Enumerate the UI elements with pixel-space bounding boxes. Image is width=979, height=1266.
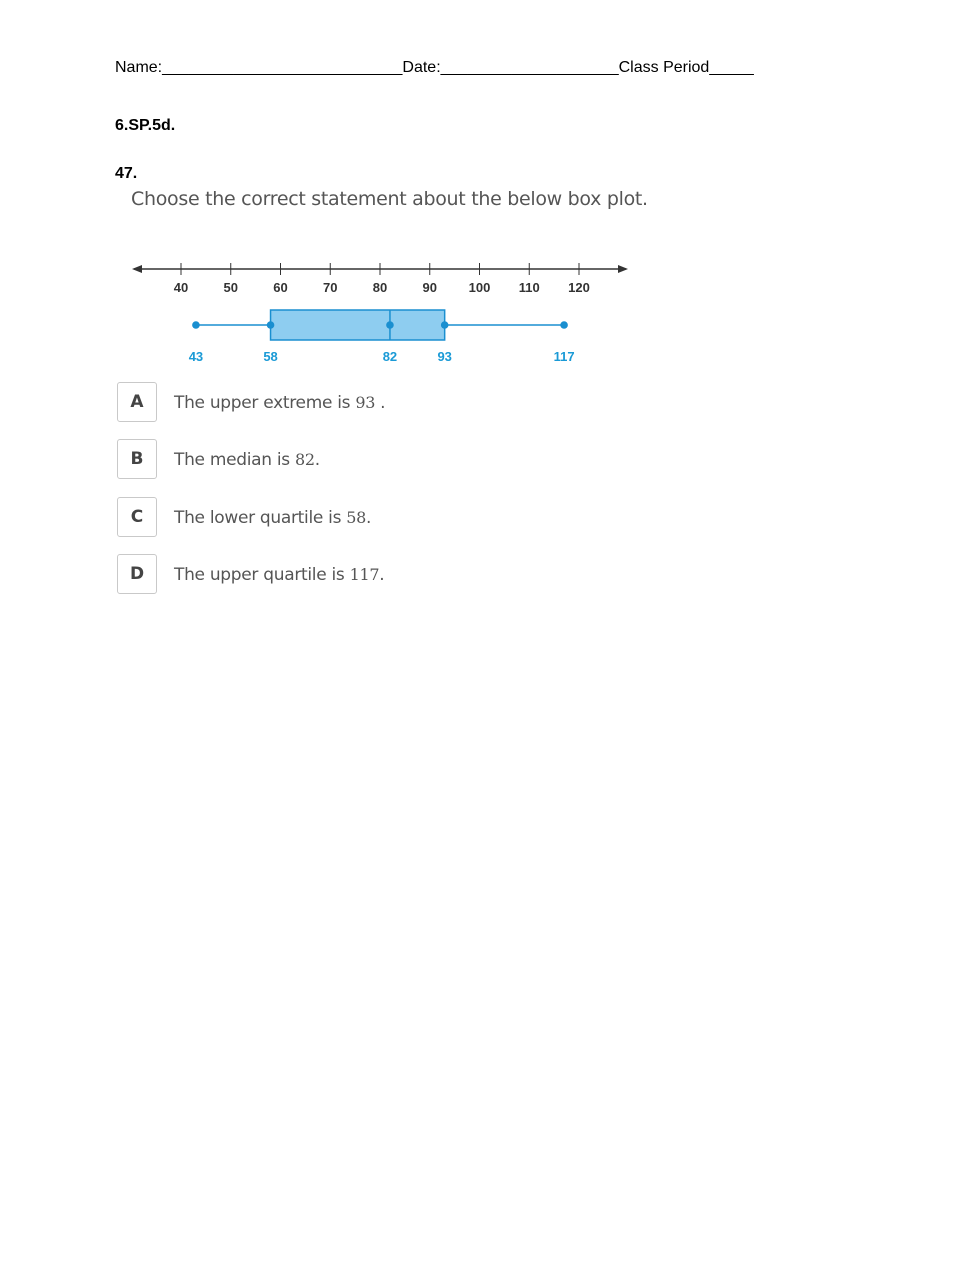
axis-arrow-left (132, 265, 142, 273)
axis-tick-label: 60 (273, 280, 288, 295)
axis-tick-label: 70 (323, 280, 338, 295)
name-field-label: Name:___________________________ (115, 59, 403, 76)
value-label: 43 (188, 349, 204, 364)
maximum-point (560, 321, 568, 329)
axis-arrow-right (618, 265, 628, 273)
class-period-label: Class Period_____ (618, 59, 754, 76)
quartile-box (271, 310, 445, 340)
value-label: 93 (437, 349, 452, 364)
answer-option-d[interactable] (117, 554, 717, 596)
date-field-label: Date:____________________ (402, 59, 619, 76)
axis-tick-label: 120 (568, 280, 590, 295)
option-letter-box[interactable]: B (117, 439, 157, 479)
median-point (386, 321, 394, 329)
option-letter-box[interactable]: C (117, 497, 157, 537)
lower-quartile-point (267, 321, 275, 329)
axis-tick-label: 80 (372, 280, 388, 295)
axis-tick-label: 110 (518, 280, 540, 295)
axis-tick-label: 50 (223, 280, 238, 295)
value-label: 117 (553, 349, 575, 364)
axis-tick-label: 90 (422, 280, 437, 295)
box-plot-chart (120, 250, 640, 370)
question-prompt: Choose the correct statement about the below box plot. (131, 188, 648, 210)
standard-code: 6.SP.5d. (115, 117, 176, 134)
axis-tick-label: 40 (173, 280, 189, 295)
answer-option-a[interactable] (117, 382, 717, 424)
option-text: The median is 82. (174, 450, 320, 470)
option-letter-box[interactable]: D (117, 554, 157, 594)
option-text: The upper extreme is 93 . (174, 393, 386, 413)
option-text: The upper quartile is 117. (174, 565, 385, 585)
value-label: 82 (382, 349, 398, 364)
answer-option-b[interactable] (117, 439, 717, 481)
option-letter-box[interactable]: A (117, 382, 157, 422)
option-text: The lower quartile is 58. (174, 508, 372, 528)
value-label: 58 (263, 349, 278, 364)
upper-quartile-point (441, 321, 449, 329)
question-number: 47. (115, 165, 138, 182)
axis-tick-label: 100 (468, 280, 491, 295)
answer-option-c[interactable] (117, 497, 717, 539)
worksheet-header (115, 59, 754, 77)
minimum-point (192, 321, 200, 329)
